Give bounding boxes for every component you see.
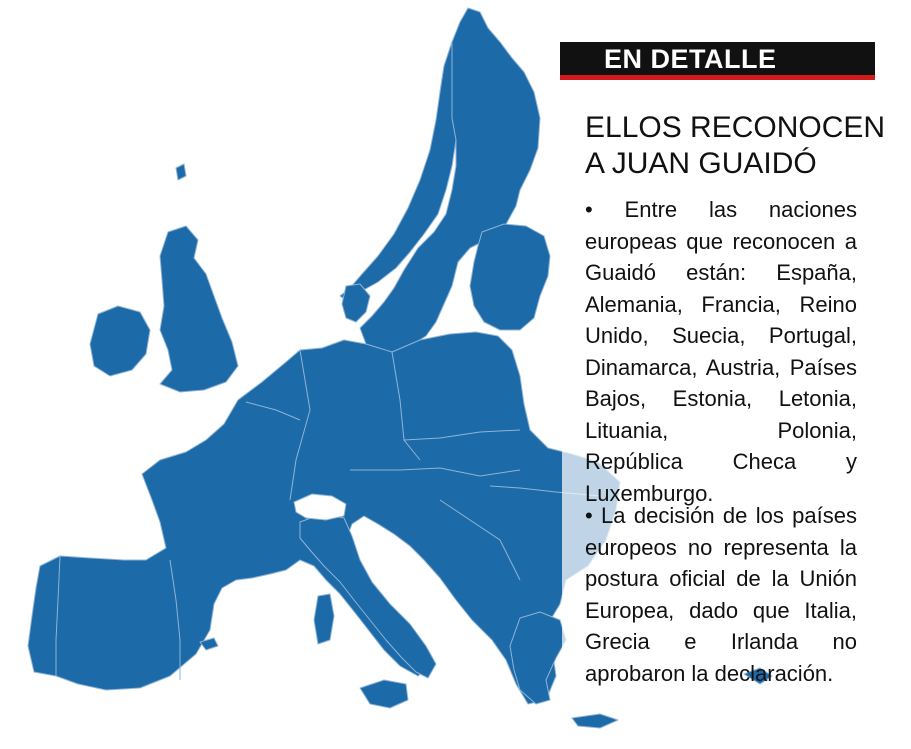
crete-region xyxy=(572,714,618,728)
baltic-region xyxy=(470,224,550,330)
section-badge xyxy=(560,42,875,82)
greece-region xyxy=(510,612,566,704)
badge-accent-bar xyxy=(560,75,875,80)
shetland-islands xyxy=(176,164,186,180)
sicily-region xyxy=(360,680,408,708)
title-line-1: ELLOS RECONOCEN xyxy=(585,111,886,144)
paragraph-eu-position: • La decisión de los países europeos no representa la postura oficial de la Unión Europea, dado que Italia, Grecia e Irlanda no aprobaron la declaración. xyxy=(585,503,857,686)
title-line-2: A JUAN GUAIDÓ xyxy=(585,147,817,180)
paragraph-recognizing-countries: • Entre las naciones europeas que reconocen a Guaidó están: España, Alemania, Francia, Reino Unido, Suecia, Portugal, Dinamarca, Austria, Países Bajos, Estonia, Letonia, Lituania, Polonia, República Checa y Luxemburgo. xyxy=(585,197,857,506)
denmark-region xyxy=(342,284,370,322)
great-britain-region xyxy=(160,226,238,392)
ireland-region xyxy=(90,306,150,376)
sardinia-region xyxy=(314,594,334,644)
article-title xyxy=(585,110,885,182)
badge-label: EN DETALLE xyxy=(604,44,777,74)
